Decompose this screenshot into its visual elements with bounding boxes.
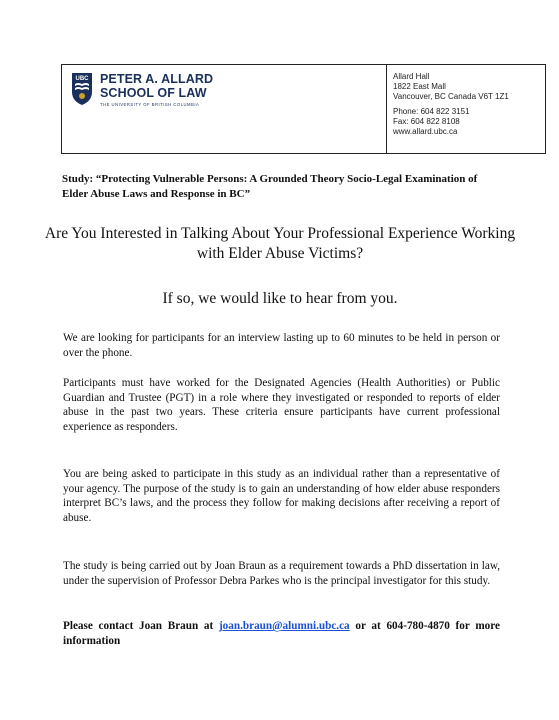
subheadline: If so, we would like to hear from you.: [162, 290, 398, 307]
letterhead: [61, 64, 546, 154]
paragraph: The study is being carried out by Joan Braun as a requirement towards a PhD dissertation in law, under the supervision of Professor Debra Parkes who is the principal investigator for this study.: [63, 560, 500, 587]
fax-text: Fax: 604 822 8108: [393, 117, 460, 126]
paragraph: You are being asked to participate in this study as an individual rather than a representative of your agency. The purpose of the study is to gain an understanding of how elder abuse responders interpret BC’s laws, and the process they follow for making decisions after receiving a report of abuse.: [63, 468, 500, 524]
letterhead-contact-block: [387, 65, 545, 153]
letterhead-logo-area: [62, 65, 387, 153]
contact-prefix: Please contact Joan Braun at: [63, 620, 219, 632]
headline: Are You Interested in Talking About Your Professional Experience Working with Elder Abuse Victims?: [44, 225, 516, 262]
university-name: THE UNIVERSITY OF BRITISH COLUMBIA: [100, 102, 200, 107]
website-text: www.allard.ubc.ca: [393, 127, 458, 136]
address-line: 1822 East Mall: [393, 82, 446, 91]
ubc-crest-icon: [71, 72, 93, 106]
paragraph: We are looking for participants for an interview lasting up to 60 minutes to be held in person or over the phone.: [63, 332, 500, 359]
study-title: Study: “Protecting Vulnerable Persons: A Grounded Theory Socio-Legal Examination of Elder Abuse Laws and Response in BC”: [62, 173, 478, 200]
logo-text: UBC: [75, 76, 89, 82]
contact-line: [63, 619, 500, 648]
phone-text: Phone: 604 822 3151: [393, 107, 470, 116]
school-name: [100, 73, 213, 100]
school-line-2: SCHOOL OF LAW: [100, 85, 207, 100]
address-line: Vancouver, BC Canada V6T 1Z1: [393, 92, 509, 101]
email-link[interactable]: joan.braun@alumni.ubc.ca: [218, 620, 350, 632]
paragraph: Participants must have worked for the Designated Agencies (Health Authorities) or Public Guardian and Trustee (PGT) in a role where they investigated or responded to reports of elder abuse in the past two years. These criteria ensure participants have current professional experience as responders.: [63, 377, 500, 433]
address-line: Allard Hall: [393, 72, 430, 81]
contact-suffix: or at 604-780-4870 for more information: [63, 620, 500, 647]
school-line-1: PETER A. ALLARD: [100, 72, 214, 86]
